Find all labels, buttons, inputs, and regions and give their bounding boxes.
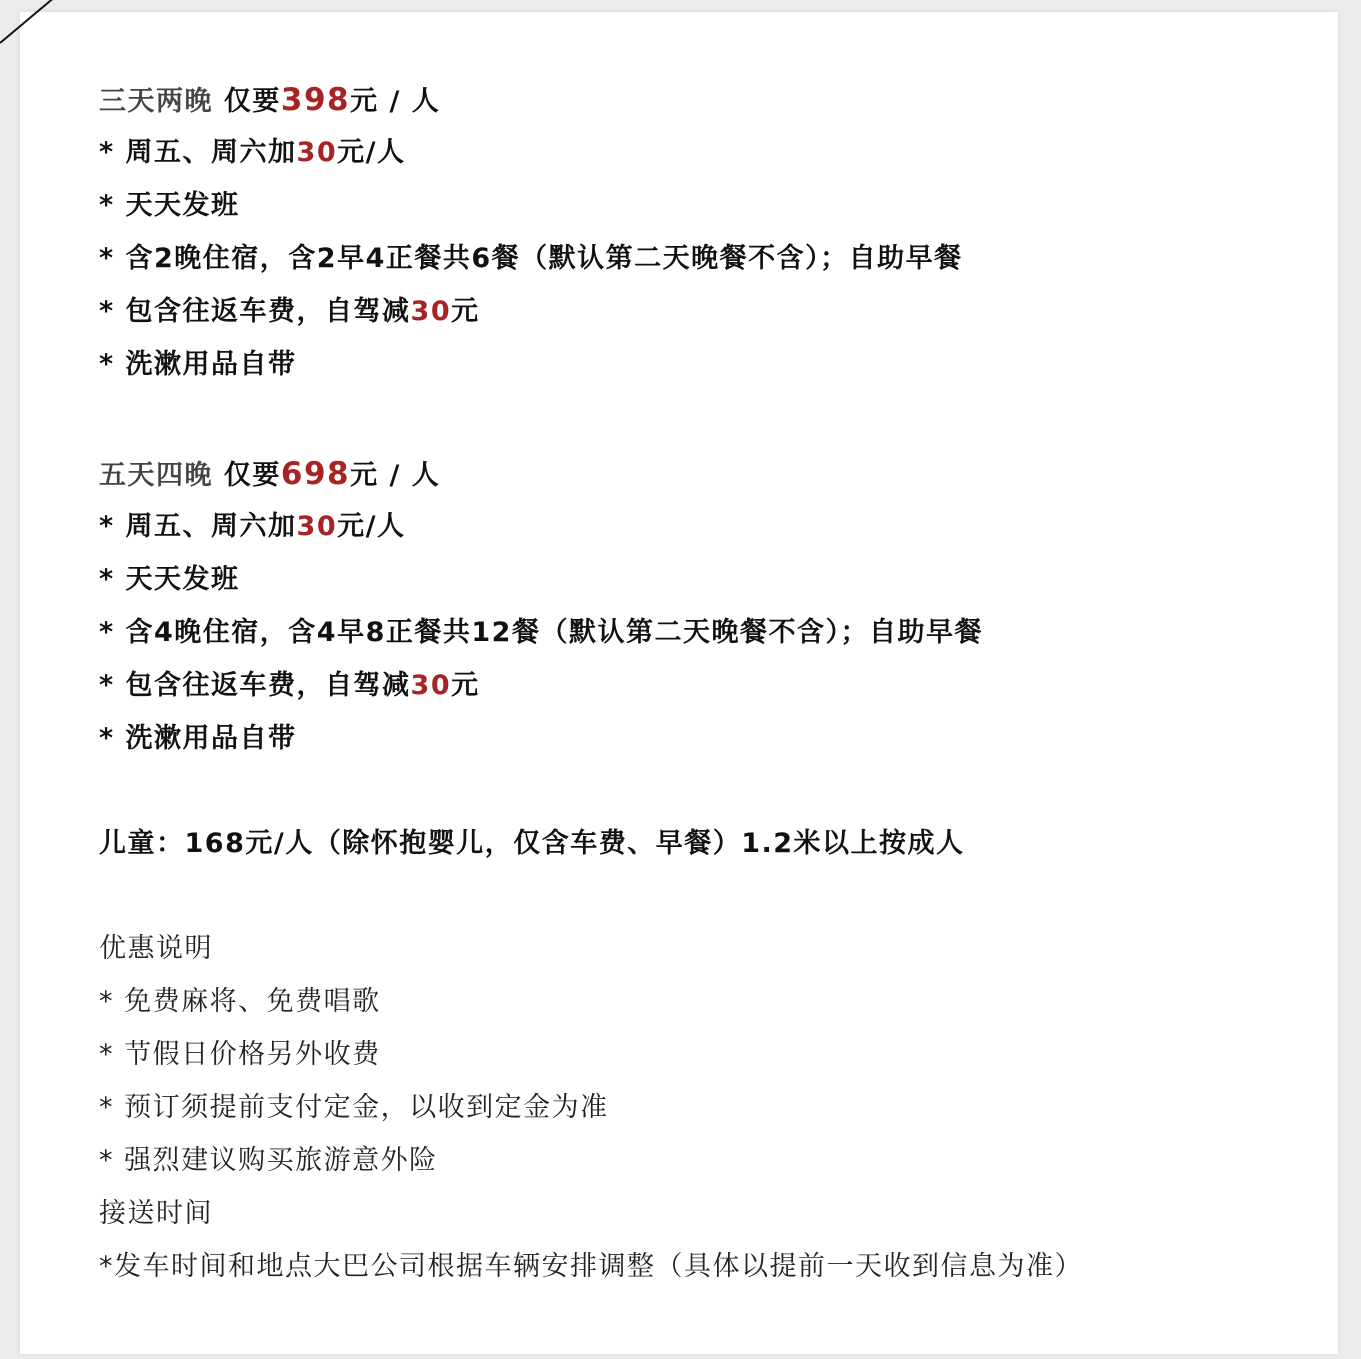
pkg2-weekend-unit: 元/人 bbox=[337, 511, 406, 542]
pkg1-toiletries-line: * 洗漱用品自带 bbox=[99, 349, 297, 380]
pkg1-weekend-surcharge: 30 bbox=[296, 137, 338, 168]
pkg1-transport-unit: 元 bbox=[451, 296, 480, 327]
pkg1-weekend-line bbox=[99, 133, 405, 173]
pkg2-transport-text: * 包含往返车费，自驾减 bbox=[99, 670, 411, 701]
pkg1-meals-line: * 含2晚住宿，含2早4正餐共6餐（默认第二天晚餐不含）；自助早餐 bbox=[99, 243, 963, 274]
pkg1-title-line bbox=[99, 80, 440, 122]
corner-diagonal-line bbox=[0, 0, 131, 44]
pkg2-daily-line: * 天天发班 bbox=[99, 564, 240, 595]
pkg2-weekend-text: * 周五、周六加 bbox=[99, 511, 297, 542]
pkg2-title-line bbox=[99, 454, 440, 496]
pkg2-transport-discount: 30 bbox=[410, 670, 452, 701]
offer-item: * 免费麻将、免费唱歌 bbox=[99, 986, 381, 1017]
offer-item: * 强烈建议购买旅游意外险 bbox=[99, 1145, 438, 1176]
pkg2-title: 五天四晚 bbox=[99, 460, 213, 491]
pkg2-transport-unit: 元 bbox=[451, 670, 480, 701]
content-card bbox=[20, 12, 1338, 1354]
offers-heading: 优惠说明 bbox=[99, 933, 213, 964]
pkg2-toiletries-line: * 洗漱用品自带 bbox=[99, 723, 297, 754]
pkg1-transport-line bbox=[99, 292, 480, 332]
pkg2-transport-line bbox=[99, 666, 480, 706]
pkg1-weekend-unit: 元/人 bbox=[337, 137, 406, 168]
pickup-note: *发车时间和地点大巴公司根据车辆安排调整（具体以提前一天收到信息为准） bbox=[99, 1251, 1083, 1282]
pkg2-price-suffix: 元 / 人 bbox=[350, 460, 441, 491]
children-price-line: 儿童：168元/人（除怀抱婴儿，仅含车费、早餐）1.2米以上按成人 bbox=[99, 828, 965, 859]
pkg1-weekend-text: * 周五、周六加 bbox=[99, 137, 297, 168]
pickup-heading: 接送时间 bbox=[99, 1198, 213, 1229]
pkg2-weekend-line bbox=[99, 507, 405, 547]
offer-item: * 预订须提前支付定金，以收到定金为准 bbox=[99, 1092, 609, 1123]
pkg1-price-suffix: 元 / 人 bbox=[350, 86, 441, 117]
offer-item: * 节假日价格另外收费 bbox=[99, 1039, 381, 1070]
pkg2-meals-line: * 含4晚住宿，含4早8正餐共12餐（默认第二天晚餐不含）；自助早餐 bbox=[99, 617, 983, 648]
pkg1-daily-line: * 天天发班 bbox=[99, 190, 240, 221]
pkg1-price: 398 bbox=[280, 82, 351, 118]
pkg1-transport-discount: 30 bbox=[410, 296, 452, 327]
pkg2-price-prefix: 仅要 bbox=[213, 460, 281, 491]
pkg1-price-prefix: 仅要 bbox=[213, 86, 281, 117]
pkg2-price: 698 bbox=[280, 456, 351, 492]
pkg1-title: 三天两晚 bbox=[99, 86, 213, 117]
pkg2-weekend-surcharge: 30 bbox=[296, 511, 338, 542]
pkg1-transport-text: * 包含往返车费，自驾减 bbox=[99, 296, 411, 327]
